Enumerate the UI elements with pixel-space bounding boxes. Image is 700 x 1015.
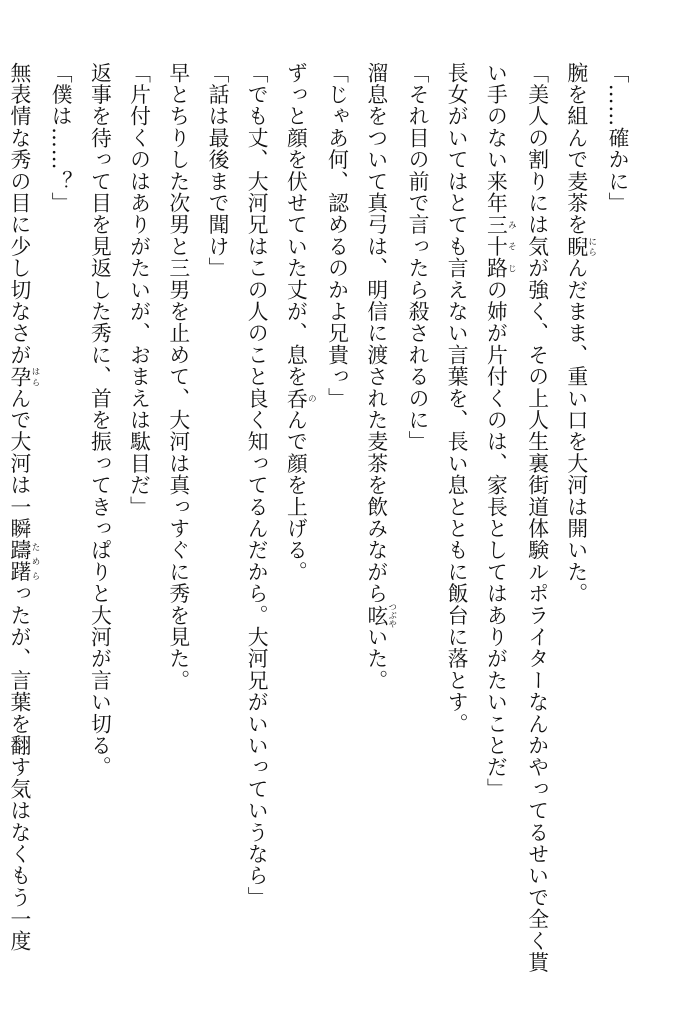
text-run: 「でも丈、大河兄はこの人のこと良く知ってるんだから。大河兄がいいっていうなら」 [244, 62, 269, 909]
text-line [40, 62, 79, 972]
ruby-reading: にら [586, 235, 597, 258]
furigana-word [363, 602, 397, 629]
text-line [79, 62, 118, 972]
text-line [275, 62, 316, 972]
ruby-base: 呑 [283, 387, 308, 410]
text-run: 腕を組んで麦茶を [563, 62, 588, 236]
text-run: 「……確かに」 [605, 62, 629, 214]
text-line [236, 62, 275, 972]
text-line [516, 62, 555, 972]
ruby-base: 三十路 [483, 213, 508, 280]
furigana-word [483, 213, 517, 280]
ruby-base: 孕 [6, 365, 31, 388]
vertical-text-body [0, 62, 636, 972]
text-run: の姉が片付くのは、家長としてはありがたいことだ」 [483, 279, 508, 800]
furigana-word [283, 387, 317, 410]
text-run: 返事を待って目を見返した秀に、首を振ってきっぱりと大河が言い切る。 [87, 62, 112, 779]
text-line [597, 62, 636, 972]
text-line [397, 62, 436, 972]
text-run: ずっと顔を伏せていた丈が、息を [283, 62, 308, 388]
text-run: んで大河は一瞬 [6, 387, 31, 540]
text-line [118, 62, 157, 972]
ruby-reading: ためら [29, 539, 40, 583]
text-line [436, 62, 475, 972]
text-run: 「僕は……？」 [48, 62, 73, 214]
furigana-word [6, 539, 40, 583]
text-run: んだまま、重い口を大河は開いた。 [563, 257, 588, 605]
ruby-reading: つぶや [386, 602, 397, 629]
text-run: 「片付くのはありがたいが、おまえは駄目だ」 [126, 62, 151, 518]
text-line [197, 62, 236, 972]
text-run: 溜息をついて真弓は、明信に渡された麦茶を飲みながら [363, 62, 388, 605]
text-run: 「話は最後まで聞け」 [204, 62, 229, 279]
ruby-base: 睨 [563, 235, 588, 258]
text-run: 「それ目の前で言ったら殺されるのに」 [404, 62, 429, 453]
text-run: 長女がいてはとても言えない言葉を、長い息とともに飯台に落とす。 [444, 62, 469, 735]
text-run: 「じゃあ何、認めるのかよ兄貴っ」 [324, 62, 349, 410]
furigana-word [563, 235, 597, 258]
ruby-reading: の [306, 387, 317, 410]
text-line [356, 62, 397, 972]
furigana-word [6, 365, 40, 388]
text-line [158, 62, 197, 972]
text-run: 無表情な秀の目に少し切なさが [6, 62, 31, 366]
text-line [0, 62, 40, 972]
text-run: い手のない来年 [483, 62, 508, 214]
text-run: いた。 [363, 626, 388, 692]
text-line [316, 62, 355, 972]
ruby-base: 躊躇 [6, 539, 31, 583]
ruby-reading: みそじ [506, 213, 517, 279]
ruby-reading: はら [29, 365, 40, 388]
ruby-base: 呟 [363, 602, 388, 629]
text-line [475, 62, 516, 972]
text-line [556, 62, 597, 972]
text-run: 早とちりした次男と三男を止めて、大河は真っすぐに秀を見た。 [165, 62, 190, 692]
text-run: ったが、言葉を翻す気はなくもう一度 [6, 582, 31, 952]
text-run: 「美人の割りには気が強く、その上人生裏街道体験ルポライターなんかやってるせいで全く貰 [524, 62, 549, 974]
text-run: んで顔を上げる。 [283, 409, 308, 583]
